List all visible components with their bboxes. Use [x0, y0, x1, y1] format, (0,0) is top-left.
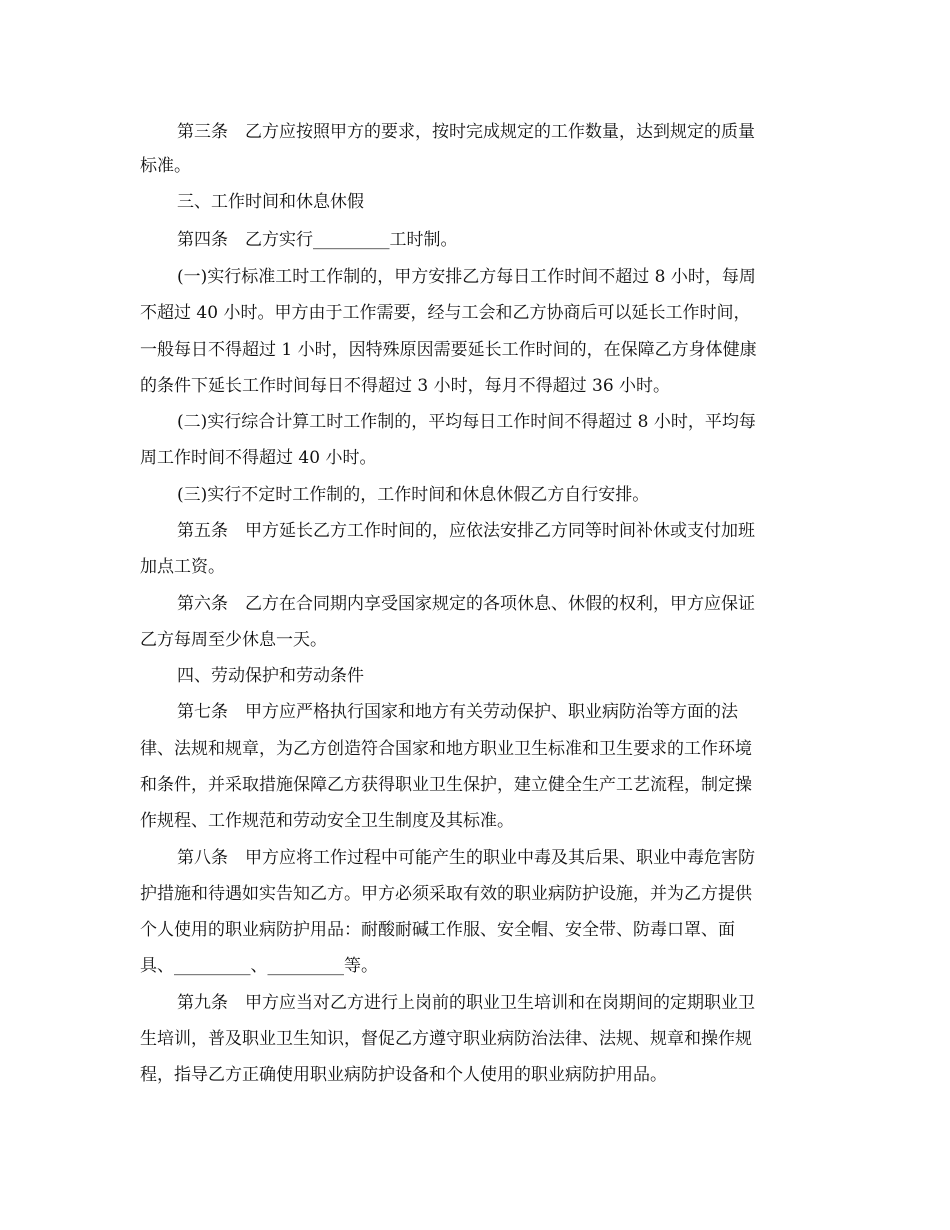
article-6-line-2: 乙方每周至少休息一天。 [140, 630, 327, 650]
article-7-line-2: 律、法规和规章，为乙方创造符合国家和地方职业卫生标准和卫生要求的工作环境 [140, 739, 752, 759]
clause-1-line-1: (一)实行标准工时工作制的，甲方安排乙方每日工作时间不超过 8 小时，每周 [177, 267, 756, 287]
clause-1-line-4: 的条件下延长工作时间每日不得超过 3 小时，每月不得超过 36 小时。 [140, 376, 671, 396]
clause-1-line-3: 一般每日不得超过 1 小时，因特殊原因需要延长工作时间的，在保障乙方身体健康 [140, 340, 757, 360]
article-8-line-1: 第八条 甲方应将工作过程中可能产生的职业中毒及其后果、职业中毒危害防 [177, 848, 755, 868]
article-7-line-3: 和条件，并采取措施保障乙方获得职业卫生保护，建立健全生产工艺流程，制定操 [140, 775, 752, 795]
article-3-line-1: 第三条 乙方应按照甲方的要求，按时完成规定的工作数量，达到规定的质量 [177, 122, 755, 142]
clause-2-line-2: 周工作时间不得超过 40 小时。 [140, 448, 377, 468]
article-4-line-1: 第四条 乙方实行_________工时制。 [177, 230, 458, 250]
section-3-heading: 三、工作时间和休息休假 [177, 192, 364, 212]
clause-2-line-1: (二)实行综合计算工时工作制的，平均每日工作时间不得超过 8 小时，平均每 [177, 412, 756, 432]
article-9-line-1: 第九条 甲方应当对乙方进行上岗前的职业卫生培训和在岗期间的定期职业卫 [177, 993, 755, 1013]
article-9-line-3: 程，指导乙方正确使用职业病防护设备和个人使用的职业病防护用品。 [140, 1065, 667, 1085]
clause-1-line-2: 不超过 40 小时。甲方由于工作需要，经与工会和乙方协商后可以延长工作时间， [140, 303, 751, 323]
article-6-line-1: 第六条 乙方在合同期内享受国家规定的各项休息、休假的权利，甲方应保证 [177, 594, 755, 614]
article-8-line-2: 护措施和待遇如实告知乙方。甲方必须采取有效的职业病防护设施，并为乙方提供 [140, 884, 752, 904]
section-4-heading: 四、劳动保护和劳动条件 [177, 666, 364, 686]
article-8-line-3: 个人使用的职业病防护用品：耐酸耐碱工作服、安全帽、安全带、防毒口罩、面 [140, 920, 735, 940]
clause-3-line-1: (三)实行不定时工作制的，工作时间和休息休假乙方自行安排。 [177, 485, 650, 505]
article-8-line-4: 具、_________、_________等。 [140, 956, 378, 976]
article-7-line-4: 作规程、工作规范和劳动安全卫生制度及其标准。 [140, 811, 514, 831]
article-3-line-2: 标准。 [140, 156, 191, 176]
article-5-line-1: 第五条 甲方延长乙方工作时间的，应依法安排乙方同等时间补休或支付加班 [177, 521, 755, 541]
article-9-line-2: 生培训，普及职业卫生知识，督促乙方遵守职业病防治法律、法规、规章和操作规 [140, 1029, 752, 1049]
article-5-line-2: 加点工资。 [140, 557, 225, 577]
article-7-line-1: 第七条 甲方应严格执行国家和地方有关劳动保护、职业病防治等方面的法 [177, 702, 738, 722]
